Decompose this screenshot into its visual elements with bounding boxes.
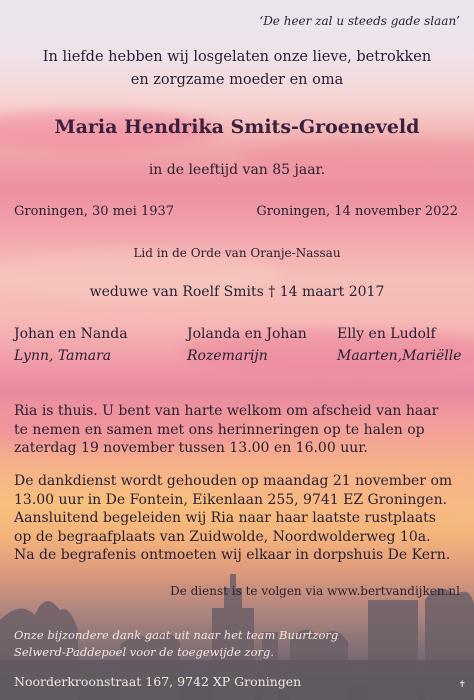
intro-line: In liefde hebben wij losgelaten onze lieve, betrokken — [42, 49, 432, 65]
honor-line: Lid in de Orde van Oranje-Nassau — [133, 246, 341, 260]
age-line: in de leeftijd van 85 jaar. — [148, 162, 326, 178]
motto-quote: ‘De heer zal u steeds gade slaan’ — [259, 14, 460, 28]
family-children: Maarten,Mariëlle — [337, 348, 462, 364]
paragraph-line: Na de begrafenis ontmoeten wij elkaar in dorpshuis De Kern. — [14, 547, 451, 563]
family-parents: Johan en Nanda — [14, 326, 128, 342]
family-children: Lynn, Tamara — [14, 348, 112, 364]
paragraph-line: zaterdag 19 november tussen 13.00 en 16.00 uur. — [14, 440, 368, 456]
thanks-note — [14, 627, 338, 661]
family-parents: Elly en Ludolf — [337, 326, 436, 342]
paragraph-line: Aansluitend begeleiden wij Ria naar haar laatste rustplaats — [14, 510, 436, 526]
paragraph-line: Ria is thuis. U bent van harte welkom om afscheid van haar — [14, 403, 439, 419]
family-parents: Jolanda en Johan — [187, 326, 307, 342]
home-address: Noorderkroonstraat 167, 9742 XP Groningen — [14, 674, 302, 689]
deceased-name: Maria Hendrika Smits-Groeneveld — [54, 116, 420, 138]
stream-link[interactable]: De dienst is te volgen via www.bertvandijken.nl — [170, 584, 460, 598]
paragraph-line: op de begraafplaats van Zuidwolde, Noordwolderweg 10a. — [14, 528, 431, 545]
birth-date: Groningen, 30 mei 1937 — [14, 204, 175, 219]
visit-paragraph — [14, 402, 438, 458]
paragraph-line: te nemen en samen met ons herinneringen op te halen op — [14, 421, 425, 438]
intro-text — [0, 46, 474, 92]
thanks-line: Selwerd-Paddepoel voor de toegewijde zorg. — [14, 645, 275, 659]
cross-icon: ✝ — [458, 680, 466, 690]
paragraph-line: 13.00 uur in De Fontein, Eikenlaan 255, 9741 EZ Groningen. — [14, 491, 448, 508]
intro-line: en zorgzame moeder en oma — [130, 72, 344, 88]
thanks-line: Onze bijzondere dank gaat uit naar het team Buurtzorg — [14, 628, 339, 642]
family-children: Rozemarijn — [187, 348, 268, 364]
service-paragraph — [14, 472, 452, 565]
widow-line: weduwe van Roelf Smits † 14 maart 2017 — [89, 284, 385, 300]
death-date: Groningen, 14 november 2022 — [256, 204, 458, 219]
paragraph-line: De dankdienst wordt gehouden op maandag 21 november om — [14, 473, 453, 489]
